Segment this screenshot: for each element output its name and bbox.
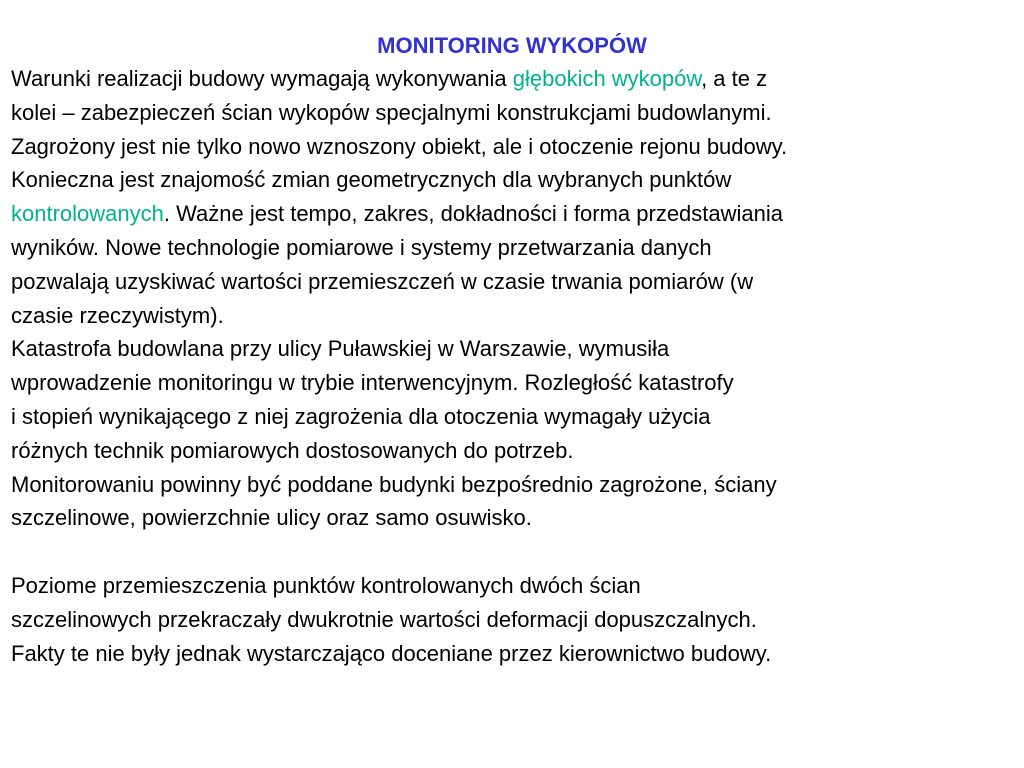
text-line: szczelinowych przekraczały dwukrotnie wartości deformacji dopuszczalnych. [11, 606, 757, 632]
text-line: szczelinowe, powierzchnie ulicy oraz samo osuwisko. [11, 505, 532, 531]
paragraph-catastrophe [11, 332, 1021, 467]
highlight-term-controlled: kontrolowanych [11, 201, 164, 227]
text-line: wprowadzenie monitoringu w trybie interwencyjnym. Rozległość katastrofy [11, 370, 734, 396]
text-line: różnych technik pomiarowych dostosowanych do potrzeb. [11, 437, 574, 463]
text-segment: . Ważne jest tempo, zakres, dokładności i forma przedstawiania [163, 201, 784, 227]
paragraph-monitoring-scope [11, 468, 1021, 536]
text-line: Konieczna jest znajomość zmian geometrycznych dla wybranych punktów [11, 167, 732, 193]
text-segment: , a te z [701, 66, 768, 91]
text-line: czasie rzeczywistym). [11, 302, 224, 328]
text-line: pozwalają uzyskiwać wartości przemieszczeń w czasie trwania pomiarów (w [11, 268, 754, 294]
text-line [11, 62, 1021, 96]
text-line: kolei – zabezpieczeń ścian wykopów specjalnymi konstrukcjami budowlanymi. [11, 99, 772, 125]
text-line: Monitorowaniu powinny być poddane budynki bezpośrednio zagrożone, ściany [11, 471, 777, 497]
slide-title: MONITORING WYKOPÓW [377, 33, 647, 58]
text-line: wyników. Nowe technologie pomiarowe i systemy przetwarzania danych [11, 234, 712, 260]
text-line: Poziome przemieszczenia punktów kontrolowanych dwóch ścian [11, 572, 641, 598]
highlight-term-deep-excavations: głębokich wykopów [512, 66, 702, 91]
slide [11, 30, 1021, 670]
text-line: i stopień wynikającego z niej zagrożenia dla otoczenia wymagały użycia [11, 403, 711, 429]
paragraph-spacer [11, 535, 1021, 569]
paragraph-displacements [11, 569, 1021, 670]
text-line: Zagrożony jest nie tylko nowo wznoszony obiekt, ale i otoczenie rejonu budowy. [11, 133, 788, 159]
text-segment: Warunki realizacji budowy wymagają wykonywania [11, 66, 513, 91]
text-line [11, 197, 1021, 231]
paragraph-intro [11, 62, 1021, 332]
text-line: Katastrofa budowlana przy ulicy Puławskiej w Warszawie, wymusiła [11, 336, 670, 362]
text-line: Fakty te nie były jednak wystarczająco doceniane przez kierownictwo budowy. [11, 640, 772, 666]
